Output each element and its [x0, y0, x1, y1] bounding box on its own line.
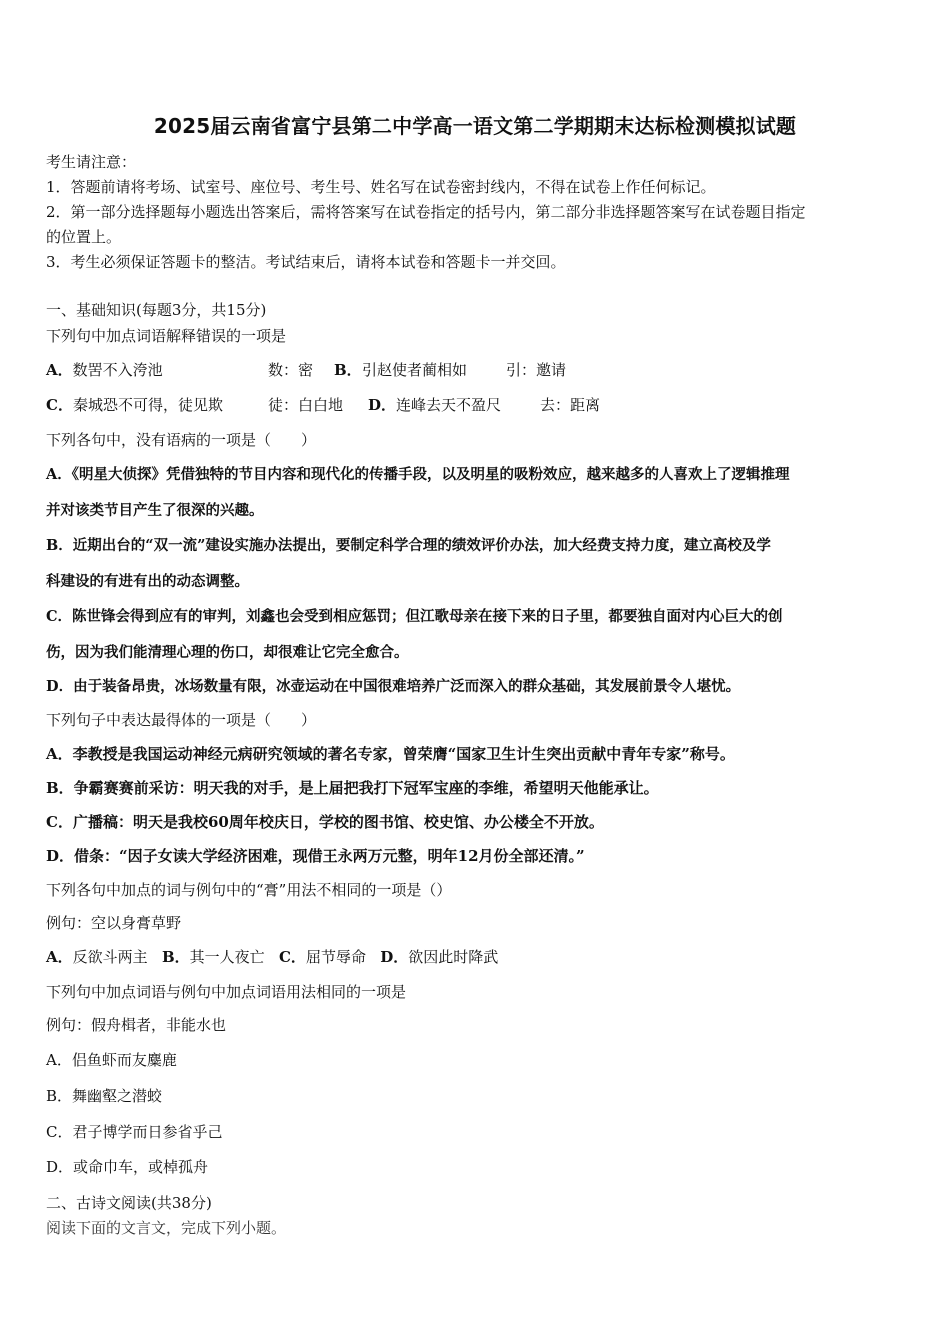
q4-example: 例句：空以身膏草野 — [46, 914, 182, 932]
q2-option-c: C．陈世锋会得到应有的审判，刘鑫也会受到相应惩罚；但江歌母亲在接下来的日子里，都要独自面对内心巨大的创 — [46, 608, 783, 625]
q1-b-label: B． — [334, 361, 362, 379]
q4-options — [46, 947, 916, 967]
q4-c-text: 屈节辱命 — [305, 948, 366, 966]
section2-intro: 阅读下面的文言文，完成下列小题。 — [46, 1219, 287, 1237]
q2-option-b: B．近期出台的“双一流”建设实施办法提出，要制定科学合理的绩效评价办法，加大经费支持力度，建立高校及学 — [46, 537, 771, 554]
q1-a-text: 数罟不入洿池 — [72, 361, 163, 379]
q3-option-c: C．广播稿：明天是我校60周年校庆日，学校的图书馆、校史馆、办公楼全不开放。 — [46, 813, 604, 831]
notice-heading: 考生请注意： — [46, 153, 137, 171]
notice-item-2: 2．第一部分选择题每小题选出答案后，需将答案写在试卷指定的括号内，第二部分非选择题答案写在试卷题目指定 — [46, 203, 806, 221]
q4-a-text: 反欲斗两主 — [72, 948, 148, 966]
q1-option-row-2 — [46, 395, 916, 415]
q1-c-label: C． — [46, 396, 73, 414]
q5-option-d: D．或命巾车，或棹孤舟 — [46, 1158, 209, 1176]
exam-title: 2025届云南省富宁县第二中学高一语文第二学期期末达标检测模拟试题 — [153, 114, 797, 138]
q3-option-d: D．借条：“因子女读大学经济困难，现借王永两万元整，明年12月份全部还清。” — [46, 847, 585, 865]
q4-c-label: C． — [278, 948, 306, 966]
q1-d-text: 连峰去天不盈尺 — [396, 396, 502, 414]
q1-option-row-1 — [46, 360, 916, 380]
q4-a-label: A． — [46, 948, 73, 966]
q1-a-gloss: 数：密 — [268, 361, 314, 379]
q4-b-text: 其一人夜亡 — [189, 948, 265, 966]
notice-item-3: 3．考生必须保证答题卡的整洁。考试结束后，请将本试卷和答题卡一并交回。 — [46, 253, 566, 271]
q3-option-a: A．李教授是我国运动神经元病研究领域的著名专家，曾荣膺“国家卫生计生突出贡献中青年专家”称号。 — [46, 745, 735, 763]
q2-option-a: A．《明星大侦探》凭借独特的节目内容和现代化的传播手段，以及明星的吸粉效应，越来越多的人喜欢上了逻辑推理 — [46, 466, 790, 483]
q2-option-d: D．由于装备昂贵，冰场数量有限，冰壶运动在中国很难培养广泛而深入的群众基础，其发展前景令人堪忧。 — [46, 678, 741, 695]
q2-option-a-cont: 并对该类节目产生了很深的兴趣。 — [46, 502, 264, 519]
q1-stem: 下列句中加点词语解释错误的一项是 — [46, 327, 287, 345]
q1-c-text: 秦城恐不可得，徒见欺 — [72, 396, 223, 414]
notice-item-2-cont: 的位置上。 — [46, 228, 122, 246]
q4-stem: 下列各句中加点的词与例句中的“膏”用法不相同的一项是（） — [46, 881, 452, 899]
q5-example: 例句：假舟楫者，非能水也 — [46, 1016, 227, 1034]
section2-heading: 二、古诗文阅读(共38分) — [46, 1194, 212, 1212]
q1-d-label: D． — [368, 396, 397, 414]
notice-item-1: 1．答题前请将考场、试室号、座位号、考生号、姓名写在试卷密封线内，不得在试卷上作任何标记。 — [46, 178, 716, 196]
q4-d-label: D． — [380, 948, 409, 966]
q2-option-c-cont: 伤，因为我们能清理心理的伤口，却很难让它完全愈合。 — [46, 644, 409, 661]
q4-b-label: B． — [161, 948, 190, 966]
q1-d-gloss: 去：距离 — [540, 396, 601, 414]
q3-option-b: B．争霸赛赛前采访：明天我的对手，是上届把我打下冠军宝座的李维，希望明天他能承让。 — [46, 779, 659, 797]
q1-a-label: A． — [46, 361, 73, 379]
q2-option-b-cont: 科建设的有进有出的动态调整。 — [46, 573, 249, 590]
q5-option-b: B．舞幽壑之潜蛟 — [46, 1087, 163, 1105]
q2-stem: 下列各句中，没有语病的一项是（ ） — [46, 431, 317, 449]
q5-option-a: A．侣鱼虾而友麋鹿 — [46, 1051, 177, 1069]
q5-stem: 下列句中加点词语与例句中加点词语用法相同的一项是 — [46, 983, 407, 1001]
q1-b-gloss: 引：邀请 — [506, 361, 567, 379]
q4-d-text: 欲因此时降武 — [408, 948, 499, 966]
q5-option-c: C．君子博学而日参省乎己 — [46, 1123, 223, 1141]
q3-stem: 下列句子中表达最得体的一项是（ ） — [46, 711, 317, 729]
q1-b-text: 引赵使者蔺相如 — [362, 361, 468, 379]
q1-c-gloss: 徒：白白地 — [268, 396, 344, 414]
section1-heading: 一、基础知识(每题3分，共15分) — [46, 301, 267, 319]
